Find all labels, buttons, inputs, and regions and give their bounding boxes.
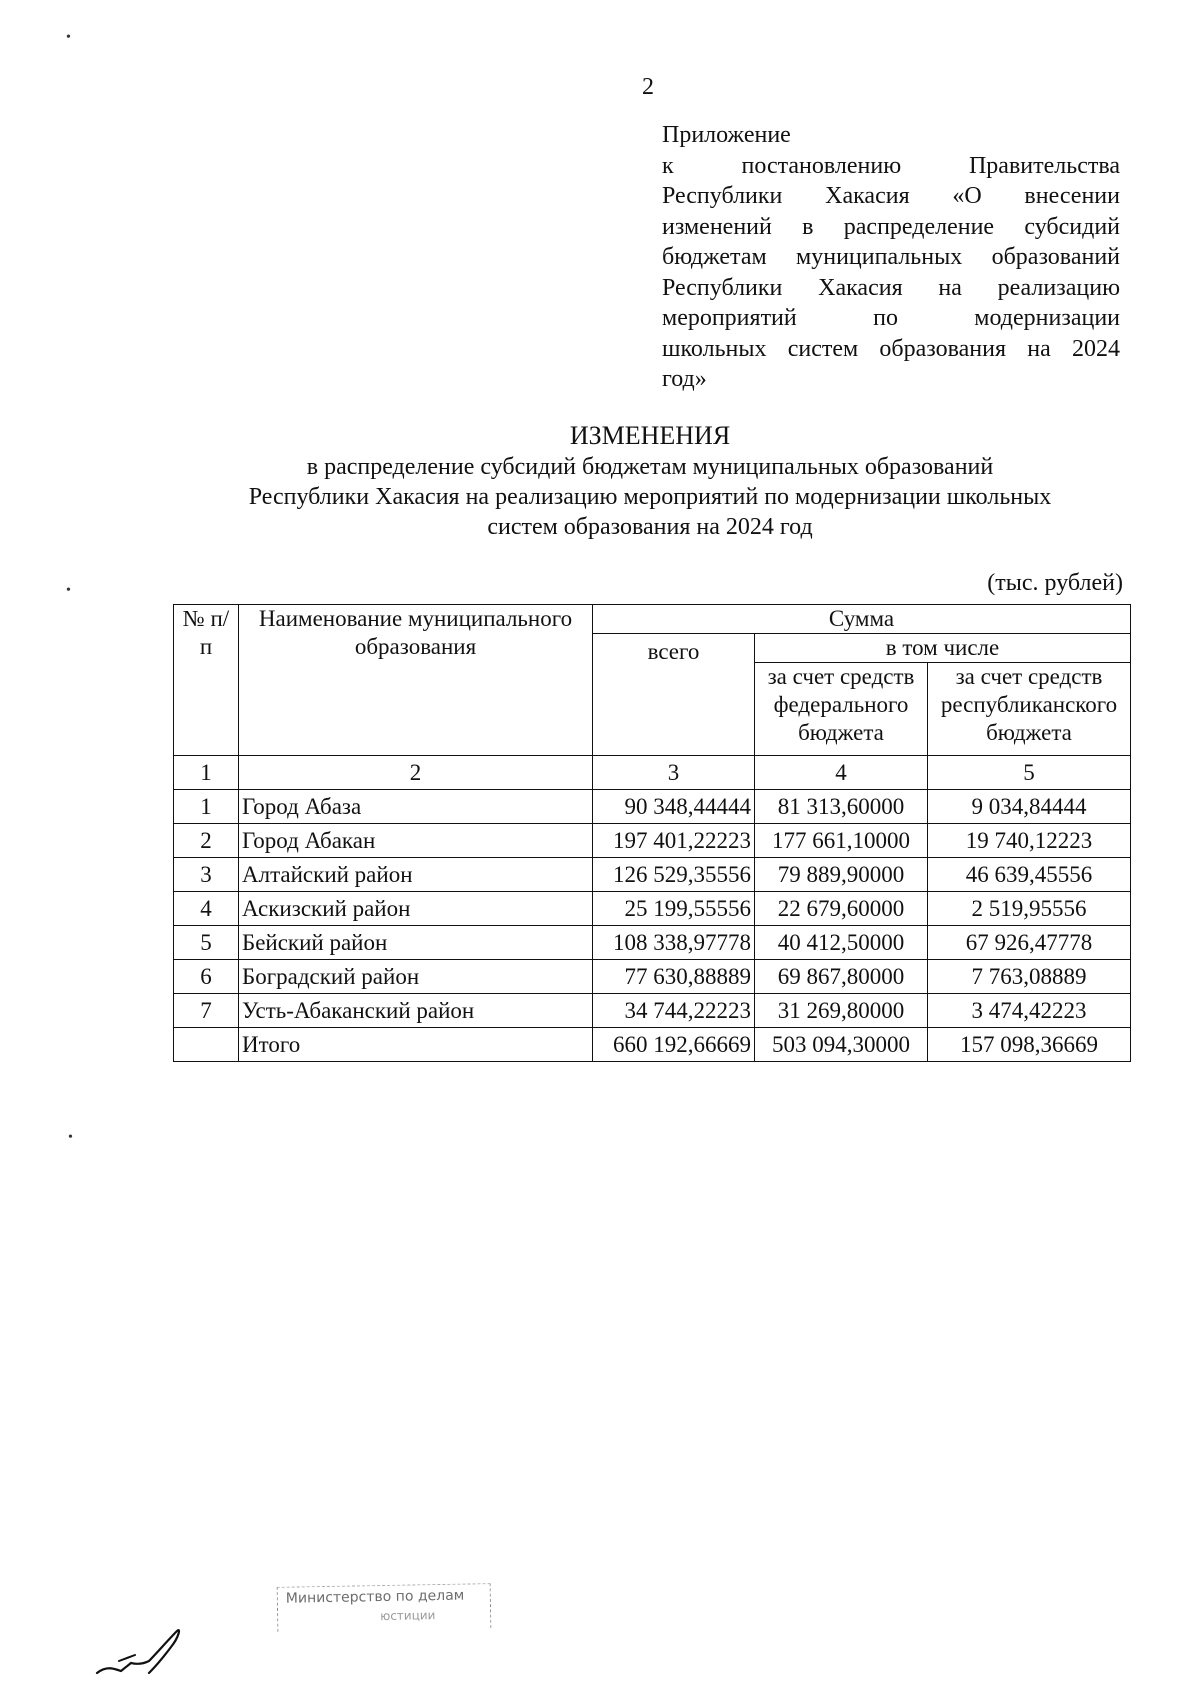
total-label: Итого [239, 1028, 593, 1062]
row-name: Бейский район [239, 926, 593, 960]
column-number: 4 [755, 756, 928, 790]
row-number: 1 [174, 790, 239, 824]
table-row [174, 994, 1131, 1028]
row-republic: 9 034,84444 [928, 790, 1131, 824]
row-total: 34 744,22223 [593, 994, 755, 1028]
table-total-row [174, 1028, 1131, 1062]
column-number: 1 [174, 756, 239, 790]
header-total: всего [593, 634, 755, 756]
appendix-line: Приложение [662, 122, 791, 148]
appendix-line: Республики Хакасия на реализацию [662, 274, 1120, 301]
row-federal: 177 661,10000 [755, 824, 928, 858]
row-republic: 2 519,95556 [928, 892, 1131, 926]
row-number: 3 [174, 858, 239, 892]
row-federal: 69 867,80000 [755, 960, 928, 994]
table-row [174, 824, 1131, 858]
row-republic: 46 639,45556 [928, 858, 1131, 892]
document-title: ИЗМЕНЕНИЯ [569, 421, 731, 450]
total-number [174, 1028, 239, 1062]
stamp-line: юстиции [380, 1608, 436, 1624]
row-total: 197 401,22223 [593, 824, 755, 858]
appendix-line: к постановлению Правительства [662, 152, 1120, 179]
appendix-line: школьных систем образования на 2024 [662, 335, 1120, 362]
appendix-block [662, 120, 1120, 395]
row-name: Город Абаза [239, 790, 593, 824]
appendix-line: мероприятий по модернизации [662, 305, 1120, 331]
row-federal: 31 269,80000 [755, 994, 928, 1028]
column-number: 5 [928, 756, 1131, 790]
row-name: Усть-Абаканский район [239, 994, 593, 1028]
signature-icon [95, 1625, 195, 1680]
column-number: 3 [593, 756, 755, 790]
row-federal: 40 412,50000 [755, 926, 928, 960]
scan-speck: • [66, 30, 71, 45]
row-total: 126 529,35556 [593, 858, 755, 892]
subtitle-line: в распределение субсидий бюджетам муниципальных образований [306, 454, 994, 480]
header-num: № п/п [174, 605, 239, 756]
table-row [174, 960, 1131, 994]
row-federal: 81 313,60000 [755, 790, 928, 824]
row-name: Алтайский район [239, 858, 593, 892]
column-number: 2 [239, 756, 593, 790]
subtitle-line: систем образования на 2024 год [487, 514, 813, 540]
row-name: Аскизский район [239, 892, 593, 926]
row-total: 90 348,44444 [593, 790, 755, 824]
scan-speck: • [66, 583, 71, 598]
row-federal: 79 889,90000 [755, 858, 928, 892]
document-subtitle [100, 452, 1200, 542]
header-including: в том числе [755, 634, 1131, 663]
units-label: (тыс. рублей) [987, 570, 1123, 596]
row-name: Боградский район [239, 960, 593, 994]
header-republic: за счет средств республиканского бюджета [928, 663, 1131, 756]
header-name: Наименование муниципального образования [239, 605, 593, 756]
appendix-line: Республики Хакасия «О внесении [662, 183, 1120, 209]
row-republic: 67 926,47778 [928, 926, 1131, 960]
row-number: 4 [174, 892, 239, 926]
stamp-line: Министерство по делам [285, 1587, 465, 1607]
total-republic: 157 098,36669 [928, 1028, 1131, 1062]
subsidy-table [173, 604, 1131, 1062]
row-number: 7 [174, 994, 239, 1028]
scan-speck: • [68, 1130, 73, 1145]
registration-stamp [277, 1583, 492, 1632]
row-number: 2 [174, 824, 239, 858]
header-federal: за счет средств федерального бюджета [755, 663, 928, 756]
table-row [174, 926, 1131, 960]
appendix-line: изменений в распределение субсидий [662, 213, 1120, 240]
page-number: 2 [642, 74, 654, 100]
row-name: Город Абакан [239, 824, 593, 858]
row-federal: 22 679,60000 [755, 892, 928, 926]
row-number: 6 [174, 960, 239, 994]
subtitle-line: Республики Хакасия на реализацию мероприятий по модернизации школьных [248, 484, 1052, 510]
total-federal: 503 094,30000 [755, 1028, 928, 1062]
total-sum: 660 192,66669 [593, 1028, 755, 1062]
row-republic: 7 763,08889 [928, 960, 1131, 994]
table-row [174, 790, 1131, 824]
row-total: 108 338,97778 [593, 926, 755, 960]
row-total: 77 630,88889 [593, 960, 755, 994]
table-row [174, 892, 1131, 926]
appendix-line: бюджетам муниципальных образований [662, 244, 1120, 270]
row-total: 25 199,55556 [593, 892, 755, 926]
row-republic: 3 474,42223 [928, 994, 1131, 1028]
table-row [174, 858, 1131, 892]
header-sum: Сумма [593, 605, 1131, 634]
row-number: 5 [174, 926, 239, 960]
row-republic: 19 740,12223 [928, 824, 1131, 858]
appendix-line: год» [662, 366, 707, 392]
